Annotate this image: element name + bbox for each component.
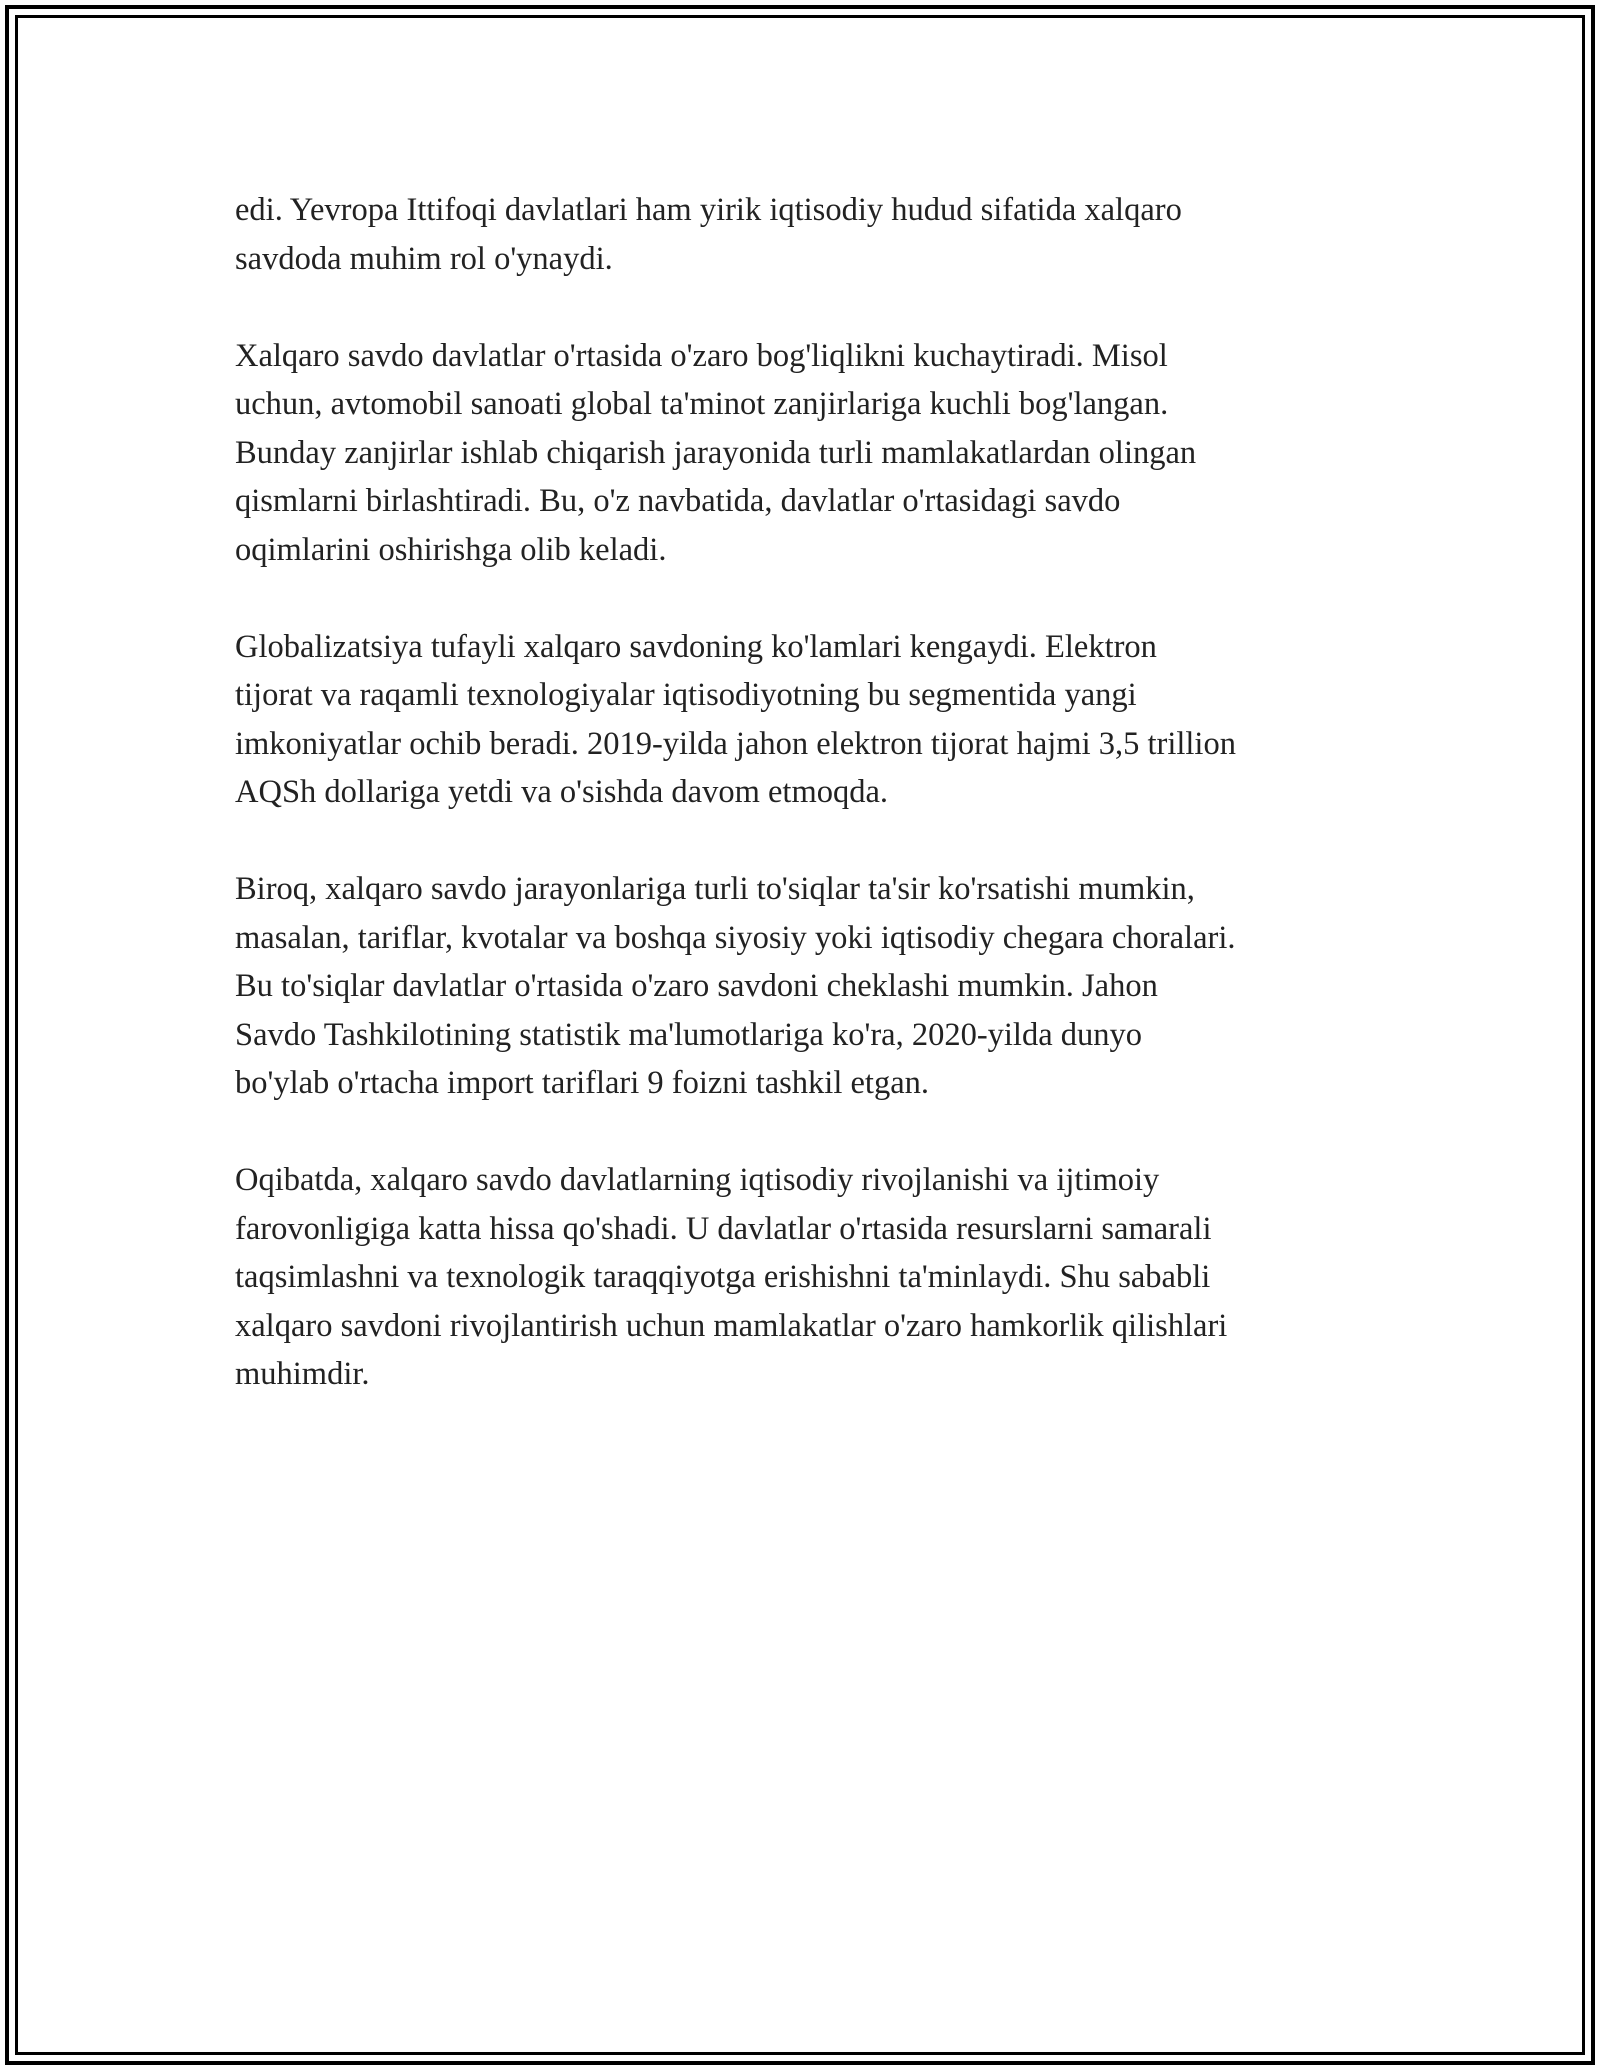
text-line: Xalqaro savdo davlatlar o'rtasida o'zaro bog'liqlikni kuchaytiradi. Misol bbox=[235, 337, 1168, 374]
text-line: tijorat va raqamli texnologiyalar iqtisodiyotning bu segmentida yangi bbox=[235, 677, 1137, 713]
text-line: Bu to'siqlar davlatlar o'rtasida o'zaro savdoni cheklashi mumkin. Jahon bbox=[235, 968, 1158, 1004]
paragraph-2 bbox=[235, 332, 1385, 575]
text-line: bo'ylab o'rtacha import tariflari 9 foizni tashkil etgan. bbox=[235, 1065, 929, 1101]
text-line: masalan, tariflar, kvotalar va boshqa siyosiy yoki iqtisodiy chegara choralari. bbox=[235, 919, 1236, 956]
document-body bbox=[235, 186, 1385, 1447]
text-line: oqimlarini oshirishga olib keladi. bbox=[235, 531, 667, 568]
text-line: Globalizatsiya tufayli xalqaro savdoning ko'lamlari kengaydi. Elektron bbox=[235, 628, 1157, 665]
paragraph-5 bbox=[235, 1156, 1385, 1399]
text-line: savdoda muhim rol o'ynaydi. bbox=[235, 240, 613, 277]
text-line: AQSh dollariga yetdi va o'sishda davom etmoqda. bbox=[235, 774, 889, 810]
text-line: farovonligiga katta hissa qo'shadi. U davlatlar o'rtasida resurslarni samarali bbox=[235, 1210, 1212, 1247]
text-line: taqsimlashni va texnologik taraqqiyotga erishishni ta'minlaydi. Shu sababli bbox=[235, 1259, 1211, 1295]
text-line: imkoniyatlar ochib beradi. 2019-yilda jahon elektron tijorat hajmi 3,5 trillion bbox=[235, 725, 1236, 762]
paragraph-3 bbox=[235, 623, 1385, 817]
text-line: muhimdir. bbox=[235, 1356, 370, 1392]
text-line: Oqibatda, xalqaro savdo davlatlarning iqtisodiy rivojlanishi va ijtimoiy bbox=[235, 1162, 1160, 1198]
text-line: Savdo Tashkilotining statistik ma'lumotlariga ko'ra, 2020-yilda dunyo bbox=[235, 1016, 1143, 1053]
text-line: edi. Yevropa Ittifoqi davlatlari ham yirik iqtisodiy hudud sifatida xalqaro bbox=[235, 192, 1182, 228]
text-line: Biroq, xalqaro savdo jarayonlariga turli to'siqlar ta'sir ko'rsatishi mumkin, bbox=[235, 871, 1195, 907]
text-line: qismlarni birlashtiradi. Bu, o'z navbatida, davlatlar o'rtasidagi savdo bbox=[235, 483, 1121, 519]
paragraph-4 bbox=[235, 865, 1385, 1108]
text-line: Bunday zanjirlar ishlab chiqarish jarayonida turli mamlakatlardan olingan bbox=[235, 434, 1197, 471]
paragraph-1 bbox=[235, 186, 1385, 283]
text-line: xalqaro savdoni rivojlantirish uchun mamlakatlar o'zaro hamkorlik qilishlari bbox=[235, 1307, 1228, 1344]
text-line: uchun, avtomobil sanoati global ta'minot zanjirlariga kuchli bog'langan. bbox=[235, 386, 1169, 422]
